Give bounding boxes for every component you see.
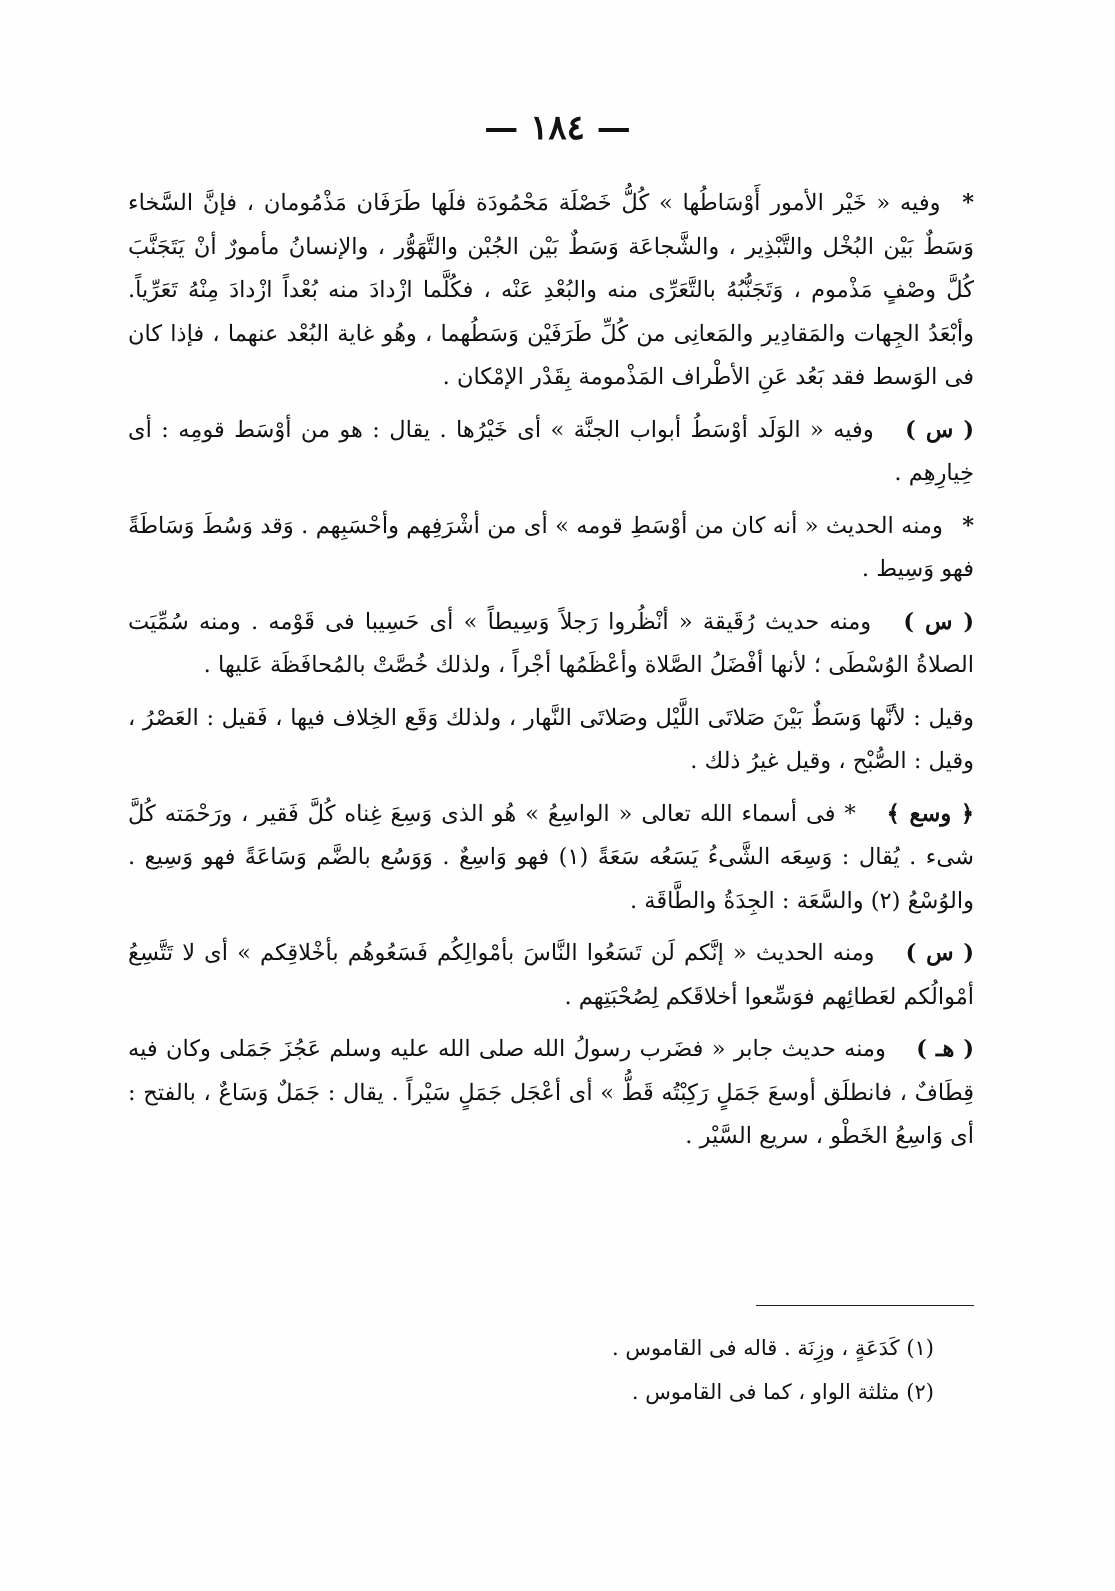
paragraph-text: وقيل : لأنَّها وَسَطٌ بَيْنَ صَلاتَى اللَّيْل وصَلاتَى النَّهار ، ولذلك وَقَع الخِلاف فيها ، فَقيل : العَصْرُ ، وقيل : الصُّبْح ، وقيل غيرُ ذلك .: [128, 704, 974, 774]
footnote-divider: [756, 1305, 974, 1306]
paragraph-marker: *: [962, 512, 974, 539]
root-heading: ﴿ وسع ﴾: [886, 800, 975, 827]
source-tag: ( س ): [905, 940, 974, 966]
entry-paragraph: [128, 1028, 974, 1159]
entry-paragraph: [128, 601, 974, 688]
source-tag: ( هـ ): [916, 1036, 974, 1062]
entry-paragraph: [128, 697, 974, 784]
page-number: — ١٨٤ —: [484, 108, 631, 148]
dictionary-entries: [128, 182, 974, 1168]
entry-paragraph: [128, 932, 974, 1019]
entry-paragraph: [128, 182, 974, 400]
footnotes: [128, 1326, 974, 1414]
paragraph-text: ومنه حديث رُقَيقة « أنْظُروا رَجلاً وَسِيطاً » أى حَسِيبا فى قَوْمه . ومنه سُمِّيَت الصلاةُ الوُسْطَى ؛ لأنها أفْضَلُ الصَّلاة وأعْظَمُها أجْراً ، ولذلك خُصَّتْ بالمُحافَظَة عَليها .: [128, 608, 974, 678]
paragraph-marker: *: [962, 190, 974, 216]
footnote: (٢) مثلثة الواو ، كما فى القاموس .: [631, 1380, 934, 1404]
paragraph-text: وفيه « الوَلَد أوْسَطُ أبواب الجنَّة » أى خَيْرُها . يقال : هو من أوْسَط قومِه : أى خِيارِهِم .: [128, 416, 974, 486]
footnote: (١) كَدَعَةٍ ، وزِنَة . قاله فى القاموس .: [611, 1336, 934, 1360]
paragraph-text: ومنه حديث جابر « فضَرب رسولُ الله صلى الله عليه وسلم عَجُزَ جَمَلى وكان فيه قِطَافٌ ، فانطلَق أوسعَ جَمَلٍ رَكِبْتُه قَطُّ » أى أعْجَل جَمَلٍ سَيْراً . يقال : جَمَلٌ وَسَاعٌ ، بالفتح : أى وَاسِعُ الخَطْو ، سريع السَّيْر .: [128, 1036, 974, 1149]
paragraph-text: وفيه « خَيْر الأمور أَوْسَاطُها » كُلُّ خَصْلَة مَحْمُودَة فلَها طَرَفَان مَذْمُومان ، فإنَّ السَّخاء وَسَطٌ بَيْن البُخْل والتَّبْذِير ، والشَّجاعَة وَسَطٌ بَيْن الجُبْن والتَّهَوُّر ، والإنسانُ مأمورٌ أنْ يَتَجَنَّبَ كُلَّ وصْفٍ مَذْموم ، وَتَجَنُّبُهُ بالتَّعَرِّى منه والبُعْدِ عَنْه ، فكُلَّما ازْدادَ منه بُعْداً ازْدادَ مِنْهُ تَعَرِّياً. وأبْعَدُ الجِهات والمَقادِير والمَعانِى من كُلِّ طَرَفَيْن وَسَطُهما ، وهُو غاية البُعْد عنهما ، فإذا كان فى الوَسط فقد بَعُد عَنِ الأطْراف المَذْمومة بِقَدْر الإمْكان .: [128, 190, 974, 390]
source-tag: ( س ): [905, 416, 975, 443]
entry-paragraph: [128, 505, 974, 592]
entry-paragraph: [128, 793, 974, 924]
source-tag: ( س ): [903, 608, 974, 635]
entry-paragraph: [128, 409, 974, 496]
paragraph-text: * فى أسماء الله تعالى « الواسِعُ » هُو الذى وَسِعَ غِناه كُلَّ فَقير ، ورَحْمَته كُلَّ شىء . يُقال : وَسِعَه الشَّىءُ يَسَعُه سَعَةً (١) فهو وَاسِعٌ . وَوَسُع بالضَّم وَسَاعَةً فهو وَسِيع . والوُسْعُ (٢) والسَّعَة : الجِدَةُ والطَّاقَة .: [128, 800, 974, 914]
paragraph-text: ومنه الحديث « إنَّكم لَن تَسَعُوا النَّاسَ بأمْوالِكُم فَسَعُوهُم بأخْلاقِكم » أى لا تَتَّسِعُ أمْوالُكم لعَطائِهم فوَسِّعوا أخلاقَكم لِصُحْبَتِهم .: [128, 940, 974, 1010]
paragraph-text: ومنه الحديث « أنه كان من أوْسَطِ قومه » أى من أشْرَفِهم وأحْسَبِهم . وَقد وَسُطَ وَسَاطَةً فهو وَسِيط .: [128, 512, 974, 582]
